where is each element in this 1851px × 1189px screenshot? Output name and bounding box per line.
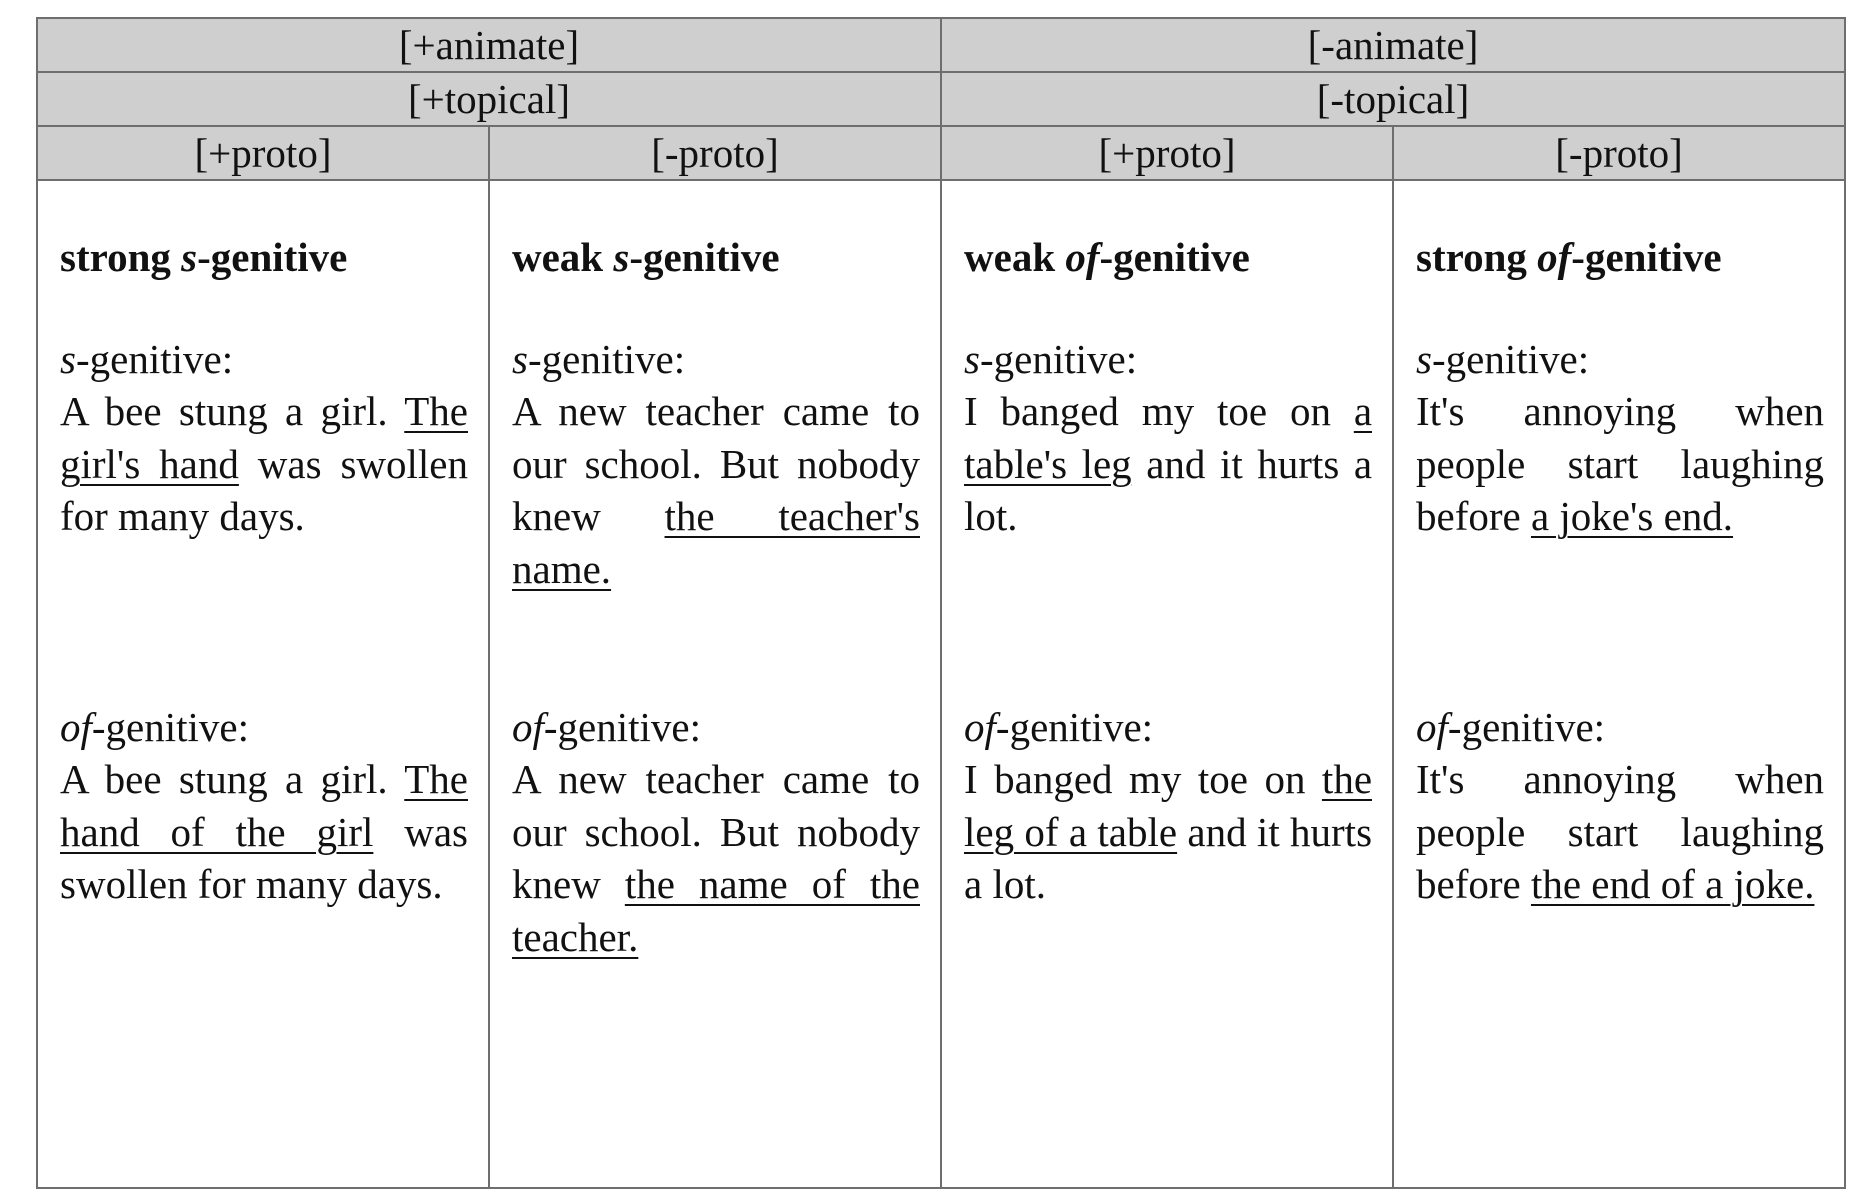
proto-header-row — [37, 126, 1845, 180]
cell-strong-of-genitive — [1393, 180, 1845, 1188]
s-genitive-label: s-genitive: — [1416, 336, 1590, 382]
of-genitive-label: of-genitive: — [1416, 704, 1606, 750]
s-genitive-label: s-genitive: — [60, 336, 234, 382]
s-genitive-label: s-genitive: — [512, 336, 686, 382]
cell-weak-s-genitive — [489, 180, 941, 1188]
animate-header-row — [37, 18, 1845, 72]
of-genitive-example: A new teacher came to our school. But nobody knew the name of the teacher. — [512, 756, 921, 960]
s-genitive-label: s-genitive: — [964, 336, 1138, 382]
genitive-table — [36, 17, 1846, 1189]
examples-row — [37, 180, 1845, 1188]
cell-strong-s-genitive — [37, 180, 489, 1188]
header-proto-4: [-proto] — [1393, 126, 1845, 180]
cell-title: weak s-genitive — [512, 234, 780, 280]
header-minus-topical: [-topical] — [941, 72, 1845, 126]
header-plus-animate: [+animate] — [37, 18, 941, 72]
header-minus-animate: [-animate] — [941, 18, 1845, 72]
s-genitive-example: It's annoying when people start laughing before a joke's end. — [1416, 388, 1825, 539]
s-genitive-example: I banged my toe on a table's leg and it hurts a lot. — [964, 388, 1373, 539]
topical-header-row — [37, 72, 1845, 126]
header-plus-topical: [+topical] — [37, 72, 941, 126]
of-genitive-label: of-genitive: — [512, 704, 702, 750]
of-genitive-example: I banged my toe on the leg of a table and it hurts a lot. — [964, 756, 1373, 907]
cell-title: strong of-genitive — [1416, 234, 1722, 280]
cell-title: strong s-genitive — [60, 234, 348, 280]
of-genitive-label: of-genitive: — [964, 704, 1154, 750]
s-genitive-example: A new teacher came to our school. But nobody knew the teacher's name. — [512, 388, 921, 592]
of-genitive-label: of-genitive: — [60, 704, 250, 750]
header-proto-1: [+proto] — [37, 126, 489, 180]
s-genitive-example: A bee stung a girl. The girl's hand was swollen for many days. — [60, 388, 468, 539]
of-genitive-example: It's annoying when people start laughing before the end of a joke. — [1416, 756, 1825, 907]
cell-weak-of-genitive — [941, 180, 1393, 1188]
header-proto-3: [+proto] — [941, 126, 1393, 180]
header-proto-2: [-proto] — [489, 126, 941, 180]
cell-title: weak of-genitive — [964, 234, 1250, 280]
of-genitive-example: A bee stung a girl. The hand of the girl was swollen for many days. — [60, 756, 468, 907]
